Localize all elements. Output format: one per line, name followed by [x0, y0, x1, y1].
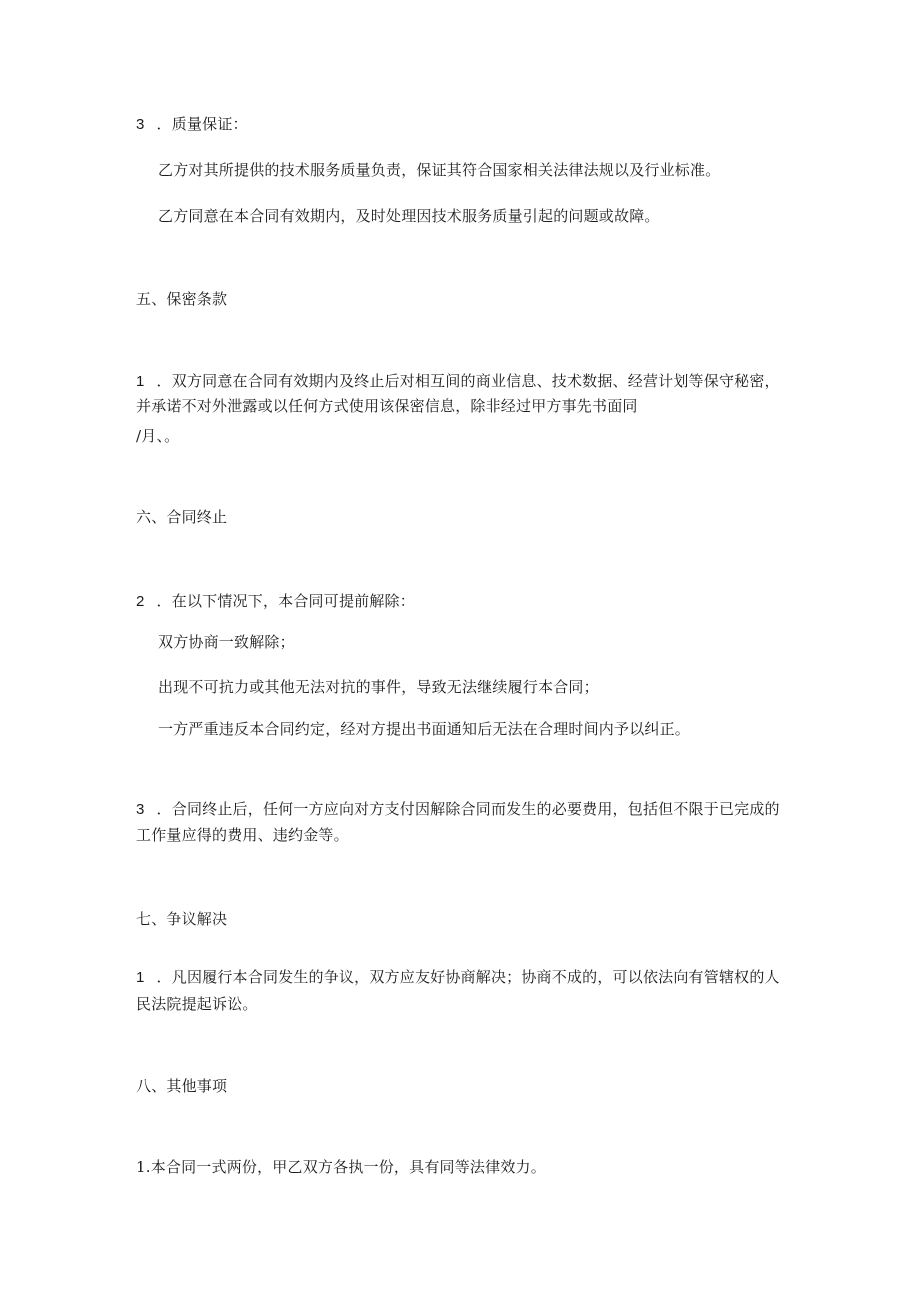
section-heading: 六、合同终止 [136, 508, 228, 526]
paragraph: 出现不可抗力或其他无法对抗的事件，导致无法继续履行本合同； [158, 678, 599, 696]
paragraph-line: /月、。 [136, 427, 180, 445]
section-heading: 八、其他事项 [136, 1077, 228, 1095]
paragraph-line: 并承诺不对外泄露或以任何方式使用该保密信息，除非经过甲方事先书面同 [136, 397, 638, 415]
section-heading: 五、保密条款 [136, 290, 228, 308]
item-text: ．双方同意在合同有效期内及终止后对相互间的商业信息、技术数据、经营计划等保守秘密， [156, 372, 780, 390]
paragraph: 一方严重违反本合同约定，经对方提出书面通知后无法在合理时间内予以纠正。 [158, 720, 691, 738]
s7-item1-line1 [136, 967, 780, 988]
s6-item3-line1 [136, 799, 780, 820]
paragraph: 乙方同意在本合同有效期内，及时处理因技术服务质量引起的问题或故障。 [158, 207, 660, 225]
s6-item2-heading [136, 591, 415, 612]
item-number: 1 [136, 373, 145, 390]
item-number: 3 [136, 801, 145, 818]
paragraph: 乙方对其所提供的技术服务质量负责，保证其符合国家相关法律法规以及行业标准。 [158, 161, 721, 179]
paragraph: 1.本合同一式两份，甲乙双方各执一份，具有同等法律效力。 [136, 1158, 546, 1176]
paragraph-line: 工作量应得的费用、违约金等。 [136, 826, 349, 844]
item-number: 2 [136, 593, 145, 610]
s5-item1-line1 [136, 371, 780, 392]
paragraph-line: 民法院提起诉讼。 [136, 995, 258, 1013]
paragraph: 双方协商一致解除； [158, 633, 295, 651]
section-heading: 七、争议解决 [136, 910, 228, 928]
item-text: ．合同终止后，任何一方应向对方支付因解除合同而发生的必要费用，包括但不限于已完成的 [156, 800, 780, 818]
item-text: ．质量保证： [156, 115, 248, 133]
item-text: ．凡因履行本合同发生的争议，双方应友好协商解决；协商不成的，可以依法向有管辖权的人 [156, 968, 780, 986]
item-number: 1 [136, 969, 145, 986]
s4-item3-heading [136, 114, 248, 135]
item-text: ．在以下情况下，本合同可提前解除： [156, 592, 415, 610]
item-number: 3 [136, 116, 145, 133]
